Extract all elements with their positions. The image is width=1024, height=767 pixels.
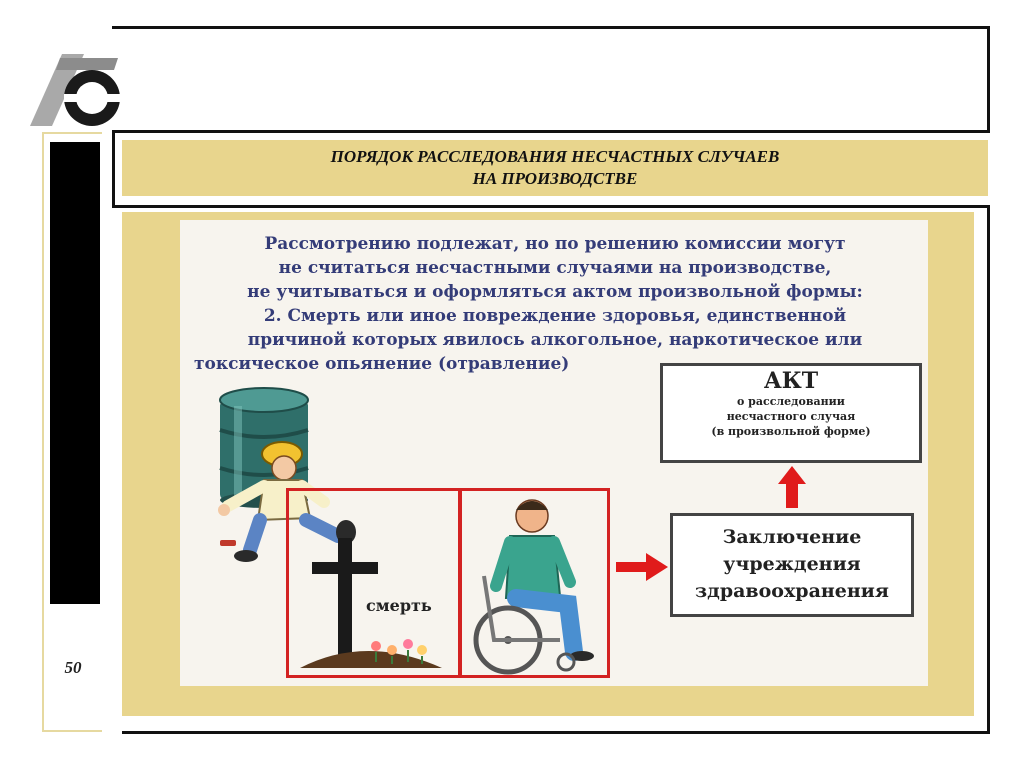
arrow-up-icon: [778, 466, 806, 508]
frame-top-right-line: [987, 26, 990, 132]
logo-icon: [26, 50, 130, 130]
conclusion-line-2: учреждения: [723, 553, 861, 575]
slide-title-line-1: ПОРЯДОК РАССЛЕДОВАНИЯ НЕСЧАСТНЫХ СЛУЧАЕВ: [330, 147, 780, 166]
page-number: 50: [64, 658, 82, 677]
title-band: [122, 140, 988, 196]
left-black-bar: [50, 142, 100, 604]
frame-title-bottom-line: [112, 205, 990, 208]
act-title: АКТ: [763, 368, 819, 394]
slide-title: [122, 146, 988, 190]
death-label: смерть: [366, 596, 432, 615]
main-text-line-5: причиной которых явилось алкогольное, наркотическое или: [247, 330, 863, 350]
wheelchair-man-icon: [464, 490, 610, 676]
frame-title-left-line: [112, 130, 115, 207]
main-text: [190, 232, 920, 376]
frame-bottom-line: [122, 731, 990, 734]
arrow-right-icon: [616, 553, 668, 581]
conclusion-box: [670, 513, 914, 617]
conclusion-line-1: Заключение: [722, 526, 862, 548]
main-text-line-4: 2. Смерть или иное повреждение здоровья, единственной: [263, 306, 847, 326]
main-text-line-2: не считаться несчастными случаями на производстве,: [278, 258, 832, 278]
conclusion-line-3: здравоохранения: [695, 580, 889, 602]
illustration: [180, 220, 928, 686]
act-line-1: о расследовании: [737, 395, 845, 408]
main-text-line-6: токсическое опьянение (отравление): [194, 354, 570, 374]
act-line-2: несчастного случая: [726, 410, 856, 423]
frame-mid-line: [112, 130, 990, 133]
act-line-3: (в произвольной форме): [711, 425, 871, 438]
frame-top-line: [112, 26, 990, 29]
main-text-line-1: Рассмотрению подлежат, но по решению комиссии могут: [264, 234, 846, 254]
main-text-line-3: не учитываться и оформляться актом произвольной формы:: [247, 282, 863, 302]
slide-title-line-2: НА ПРОИЗВОДСТВЕ: [472, 169, 638, 188]
frame-right-line: [987, 205, 990, 733]
act-box: [660, 363, 922, 463]
